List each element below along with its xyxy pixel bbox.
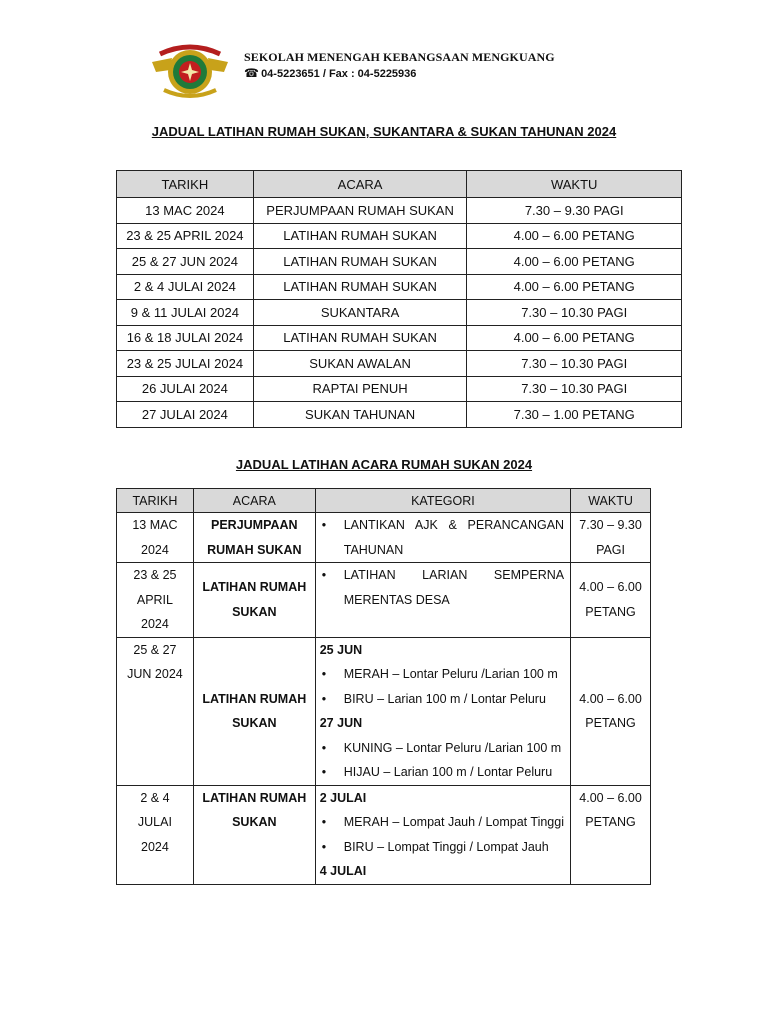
table-row bbox=[117, 274, 682, 300]
bullet-icon: • bbox=[321, 518, 327, 532]
cell-acara: SUKANTARA bbox=[253, 300, 467, 326]
cell-tarikh: 27 JULAI 2024 bbox=[117, 402, 254, 428]
cell-line: 2024 bbox=[141, 617, 169, 631]
cell-kategori bbox=[315, 513, 570, 563]
table-row bbox=[117, 223, 682, 249]
cell-tarikh bbox=[117, 637, 194, 785]
table-row bbox=[117, 637, 651, 785]
cell-kategori bbox=[315, 785, 570, 884]
cell-line: 2024 bbox=[141, 542, 169, 557]
cell-line: JULAI bbox=[137, 815, 172, 829]
cell-tarikh: 26 JULAI 2024 bbox=[117, 376, 254, 402]
cell-line: APRIL bbox=[136, 592, 173, 607]
cell-line: JUN 2024 bbox=[127, 667, 183, 681]
kategori-date-heading: 2 JULAI bbox=[319, 790, 367, 805]
school-crest-logo bbox=[150, 40, 230, 102]
school-name: SEKOLAH MENENGAH KEBANGSAAN MENGKUANG bbox=[244, 50, 555, 64]
cell-line: PETANG bbox=[585, 815, 636, 829]
header-tarikh: TARIKH bbox=[117, 489, 194, 513]
contact-numbers: 04-5223651 / Fax : 04-5225936 bbox=[261, 68, 417, 80]
cell-line: 7.30 – 9.30 bbox=[579, 518, 642, 532]
bullet-icon: • bbox=[321, 839, 327, 854]
cell-waktu: 7.30 – 1.00 PETANG bbox=[467, 402, 682, 428]
cell-acara: LATIHAN RUMAH SUKAN bbox=[253, 325, 467, 351]
cell-tarikh bbox=[117, 563, 194, 638]
kategori-item: • MERAH – Lontar Peluru /Larian 100 m bbox=[320, 662, 564, 687]
kategori-item: • MERAH – Lompat Jauh / Lompat Tinggi bbox=[320, 810, 564, 835]
cell-kategori bbox=[315, 637, 570, 785]
kategori-date-heading: 27 JUN bbox=[319, 716, 363, 730]
cell-acara bbox=[193, 785, 315, 884]
cell-line: LATIHAN RUMAH bbox=[202, 790, 307, 805]
table-row bbox=[117, 325, 682, 351]
table-header-row bbox=[117, 171, 682, 198]
cell-line: 2024 bbox=[141, 839, 169, 854]
cell-acara: SUKAN TAHUNAN bbox=[253, 402, 467, 428]
cell-tarikh bbox=[117, 513, 194, 563]
cell-kategori bbox=[315, 563, 570, 638]
kategori-item: • LANTIKAN AJK & PERANCANGAN TAHUNAN bbox=[320, 513, 564, 562]
cell-line: 25 & 27 bbox=[133, 642, 177, 657]
cell-line: RUMAH SUKAN bbox=[207, 542, 302, 557]
cell-line: SUKAN bbox=[232, 604, 277, 619]
cell-acara bbox=[193, 563, 315, 638]
cell-line: 4.00 – 6.00 bbox=[579, 790, 642, 805]
header-acara: ACARA bbox=[193, 489, 315, 513]
kategori-item: • KUNING – Lontar Peluru /Larian 100 m bbox=[320, 736, 564, 761]
table-header-row bbox=[117, 489, 651, 513]
table-row bbox=[117, 376, 682, 402]
cell-line: PETANG bbox=[585, 716, 636, 730]
cell-acara: RAPTAI PENUH bbox=[253, 376, 467, 402]
cell-acara: PERJUMPAAN RUMAH SUKAN bbox=[253, 198, 467, 224]
kategori-item: • BIRU – Lompat Tinggi / Lompat Jauh bbox=[320, 835, 564, 860]
cell-waktu: 7.30 – 10.30 PAGI bbox=[467, 351, 682, 377]
bullet-icon: • bbox=[321, 568, 327, 582]
cell-acara bbox=[193, 513, 315, 563]
phone-icon: ☎ bbox=[244, 66, 259, 80]
cell-waktu bbox=[571, 563, 651, 638]
cell-line: PAGI bbox=[596, 542, 626, 557]
bullet-icon: • bbox=[321, 740, 327, 755]
bullet-icon: • bbox=[321, 765, 327, 779]
cell-line: SUKAN bbox=[232, 815, 277, 829]
table-row bbox=[117, 785, 651, 884]
cell-acara: LATIHAN RUMAH SUKAN bbox=[253, 274, 467, 300]
cell-waktu: 7.30 – 9.30 PAGI bbox=[467, 198, 682, 224]
table-row bbox=[117, 351, 682, 377]
cell-waktu: 7.30 – 10.30 PAGI bbox=[467, 376, 682, 402]
table-row bbox=[117, 249, 682, 275]
cell-line: LATIHAN RUMAH bbox=[202, 580, 307, 595]
bullet-icon: • bbox=[321, 667, 327, 681]
cell-line: PETANG bbox=[585, 604, 636, 619]
cell-waktu: 4.00 – 6.00 PETANG bbox=[467, 274, 682, 300]
cell-line: PERJUMPAAN bbox=[211, 518, 298, 532]
schedule-title-2: JADUAL LATIHAN ACARA RUMAH SUKAN 2024 bbox=[235, 457, 533, 472]
table-row bbox=[117, 402, 682, 428]
kategori-item: • HIJAU – Larian 100 m / Lontar Peluru bbox=[320, 760, 564, 785]
cell-acara: LATIHAN RUMAH SUKAN bbox=[253, 223, 467, 249]
schedule-title-1: JADUAL LATIHAN RUMAH SUKAN, SUKANTARA & SUKAN TAHUNAN 2024 bbox=[151, 124, 617, 139]
contact-line bbox=[244, 66, 416, 80]
cell-line: LATIHAN RUMAH bbox=[202, 691, 307, 706]
cell-tarikh: 23 & 25 APRIL 2024 bbox=[117, 223, 254, 249]
bullet-icon: • bbox=[321, 815, 327, 829]
kategori-date-heading: 25 JUN bbox=[319, 642, 363, 657]
cell-tarikh: 9 & 11 JULAI 2024 bbox=[117, 300, 254, 326]
cell-waktu: 4.00 – 6.00 PETANG bbox=[467, 249, 682, 275]
kategori-item: • BIRU – Larian 100 m / Lontar Peluru bbox=[320, 687, 564, 712]
cell-tarikh: 16 & 18 JULAI 2024 bbox=[117, 325, 254, 351]
cell-tarikh bbox=[117, 785, 194, 884]
cell-acara bbox=[193, 637, 315, 785]
kategori-item: • LATIHAN LARIAN SEMPERNA MERENTAS DESA bbox=[320, 563, 564, 612]
cell-line: SUKAN bbox=[232, 716, 277, 730]
header-waktu: WAKTU bbox=[467, 171, 682, 198]
kategori-date-heading: 4 JULAI bbox=[319, 864, 367, 878]
header-tarikh: TARIKH bbox=[117, 171, 254, 198]
cell-waktu: 7.30 – 10.30 PAGI bbox=[467, 300, 682, 326]
table-row bbox=[117, 563, 651, 638]
cell-tarikh: 13 MAC 2024 bbox=[117, 198, 254, 224]
cell-tarikh: 25 & 27 JUN 2024 bbox=[117, 249, 254, 275]
cell-waktu bbox=[571, 785, 651, 884]
cell-line: 4.00 – 6.00 bbox=[579, 580, 642, 595]
table-row bbox=[117, 300, 682, 326]
cell-waktu bbox=[571, 637, 651, 785]
table-row bbox=[117, 198, 682, 224]
cell-line: 2 & 4 bbox=[140, 790, 170, 805]
cell-line: 4.00 – 6.00 bbox=[579, 691, 642, 706]
schedule-table-2 bbox=[116, 488, 651, 885]
cell-tarikh: 2 & 4 JULAI 2024 bbox=[117, 274, 254, 300]
cell-waktu: 4.00 – 6.00 PETANG bbox=[467, 223, 682, 249]
header-acara: ACARA bbox=[253, 171, 467, 198]
bullet-icon: • bbox=[321, 691, 327, 706]
cell-tarikh: 23 & 25 JULAI 2024 bbox=[117, 351, 254, 377]
cell-waktu bbox=[571, 513, 651, 563]
table-row bbox=[117, 513, 651, 563]
schedule-table-1 bbox=[116, 170, 682, 428]
cell-acara: LATIHAN RUMAH SUKAN bbox=[253, 249, 467, 275]
cell-acara: SUKAN AWALAN bbox=[253, 351, 467, 377]
header-kategori: KATEGORI bbox=[315, 489, 570, 513]
cell-waktu: 4.00 – 6.00 PETANG bbox=[467, 325, 682, 351]
cell-line: 23 & 25 bbox=[133, 568, 177, 582]
header-waktu: WAKTU bbox=[571, 489, 651, 513]
cell-line: 13 MAC bbox=[132, 518, 178, 532]
